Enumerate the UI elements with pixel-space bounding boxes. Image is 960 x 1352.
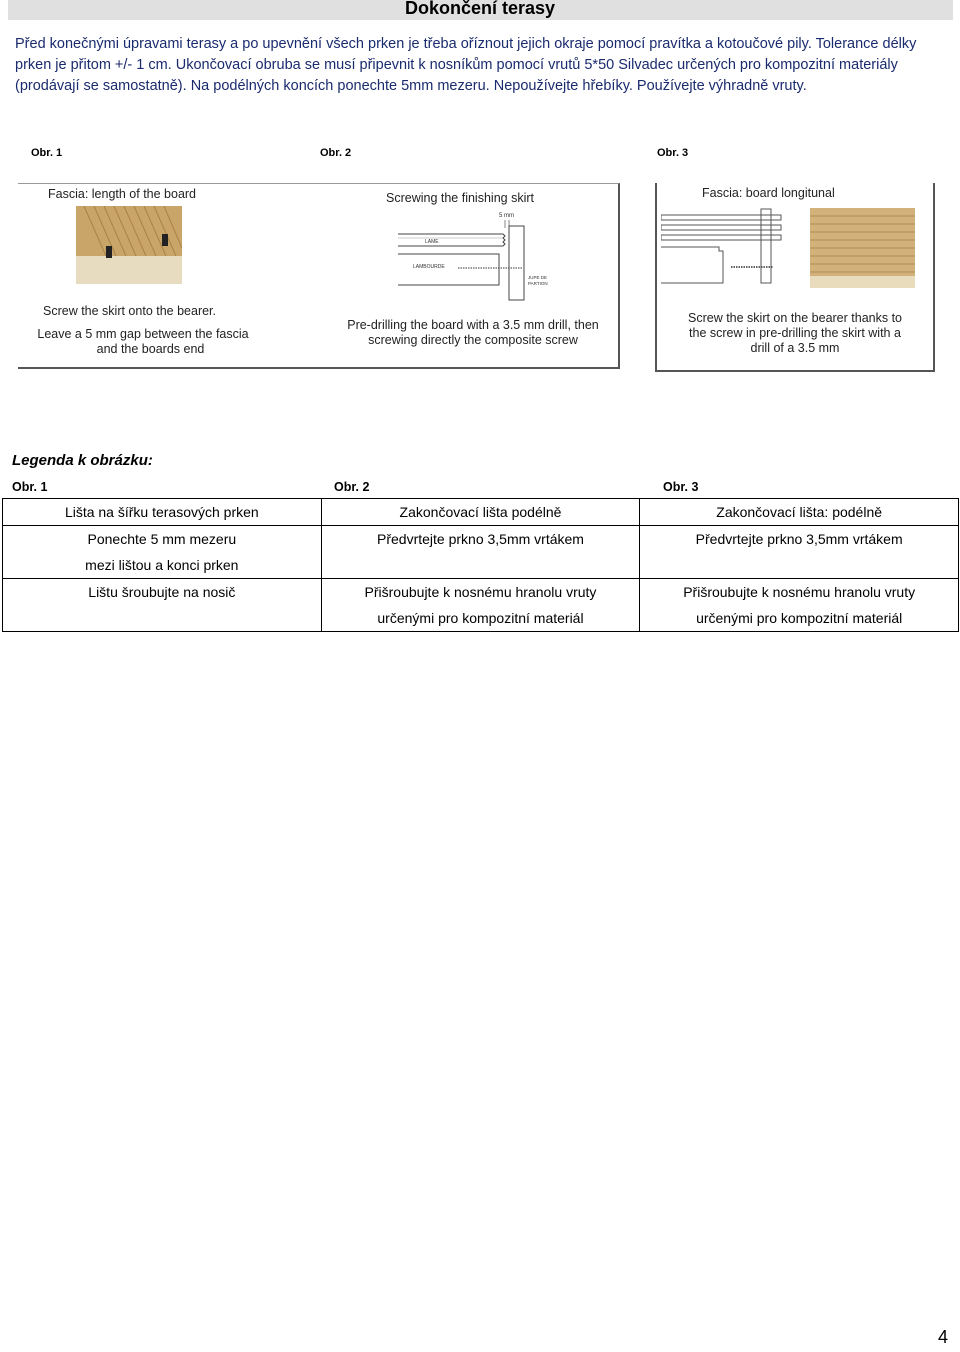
table-cell: Lišta na šířku terasových prken xyxy=(3,499,322,526)
table-row xyxy=(3,526,959,579)
fig3-photo xyxy=(810,208,915,288)
table-cell xyxy=(321,579,640,632)
table-cell: Předvrtejte prkno 3,5mm vrtákem xyxy=(321,526,640,579)
figure-panel-1-2 xyxy=(18,183,620,369)
figure-panel-3 xyxy=(655,183,935,372)
fig2-dim-label: 5 mm xyxy=(499,213,514,219)
fig3-caption-1: Screw the skirt on the bearer thanks to xyxy=(688,311,902,325)
legend-title: Legenda k obrázku: xyxy=(12,452,153,469)
figure-label-2: Obr. 2 xyxy=(320,147,352,159)
cell-line: mezi lištou a konci prken xyxy=(85,557,239,573)
table-cell: Zakončovací lišta: podélně xyxy=(640,499,959,526)
fig3-diagram xyxy=(661,207,791,285)
table-cell: Předvrtejte prkno 3,5mm vrtákem xyxy=(640,526,959,579)
fig1-photo xyxy=(76,206,182,284)
cell-line: Ponechte 5 mm mezeru xyxy=(87,531,237,547)
legend-col-label-3: Obr. 3 xyxy=(663,480,699,494)
table-cell: Lištu šroubujte na nosič xyxy=(3,579,322,632)
cell-line: Přišroubujte k nosnému hranolu vruty xyxy=(364,584,597,600)
legend-col-label-1: Obr. 1 xyxy=(12,480,48,494)
table-cell: Zakončovací lišta podélně xyxy=(321,499,640,526)
fig2-diagram xyxy=(393,208,553,303)
table-cell xyxy=(3,526,322,579)
cell-line: určenými pro kompozitní materiál xyxy=(696,610,903,626)
fig2-label-jupe-2: PARTION xyxy=(528,281,548,286)
table-row xyxy=(3,579,959,632)
fig2-label-lambourde: LAMBOURDE xyxy=(413,264,445,270)
fig2-caption-2: screwing directly the composite screw xyxy=(368,333,578,347)
cell-line: určenými pro kompozitní materiál xyxy=(377,610,584,626)
fig2-caption-1: Pre-drilling the board with a 3.5 mm drill, then xyxy=(347,318,599,332)
figure-label-3: Obr. 3 xyxy=(657,147,689,159)
page-title: Dokončení terasy xyxy=(404,0,556,18)
figure-label-1: Obr. 1 xyxy=(31,147,63,159)
fig1-caption-3: and the boards end xyxy=(96,342,205,356)
fig3-caption-3: drill of a 3.5 mm xyxy=(750,341,840,355)
fig1-caption-1: Screw the skirt onto the bearer. xyxy=(43,304,217,318)
fig1-title: Fascia: length of the board xyxy=(48,187,197,201)
fig3-caption-2: the screw in pre-drilling the skirt with a xyxy=(689,326,901,340)
fig2-title: Screwing the finishing skirt xyxy=(386,191,534,205)
fig3-title: Fascia: board longitunal xyxy=(702,186,835,200)
table-cell xyxy=(640,579,959,632)
intro-paragraph: Před konečnými úpravami terasy a po upevnění všech prken je třeba oříznout jejich okraje pomocí pravítka a kotoučové pily. Tolerance délky prken je přitom +/- 1 cm. Ukončovací obruba se musí připevnit k nosníkům pomocí vrutů 5*50 Silvadec určených pro kompozitní materiály (prodávají se samostatně). Na podélných koncích ponechte 5mm mezeru. Nepoužívejte hřebíky. Používejte výhradně vruty. xyxy=(15,36,917,94)
table-row xyxy=(3,499,959,526)
legend-table xyxy=(2,498,959,632)
fig2-label-lame: LAME xyxy=(425,239,439,245)
fig2-label-jupe-1: JUPE DE xyxy=(528,275,548,280)
fig1-caption-2: Leave a 5 mm gap between the fascia xyxy=(37,327,249,341)
page-number: 4 xyxy=(937,1327,948,1347)
intro-text xyxy=(15,34,950,97)
cell-line: Přišroubujte k nosnému hranolu vruty xyxy=(683,584,916,600)
legend-col-label-2: Obr. 2 xyxy=(334,480,370,494)
